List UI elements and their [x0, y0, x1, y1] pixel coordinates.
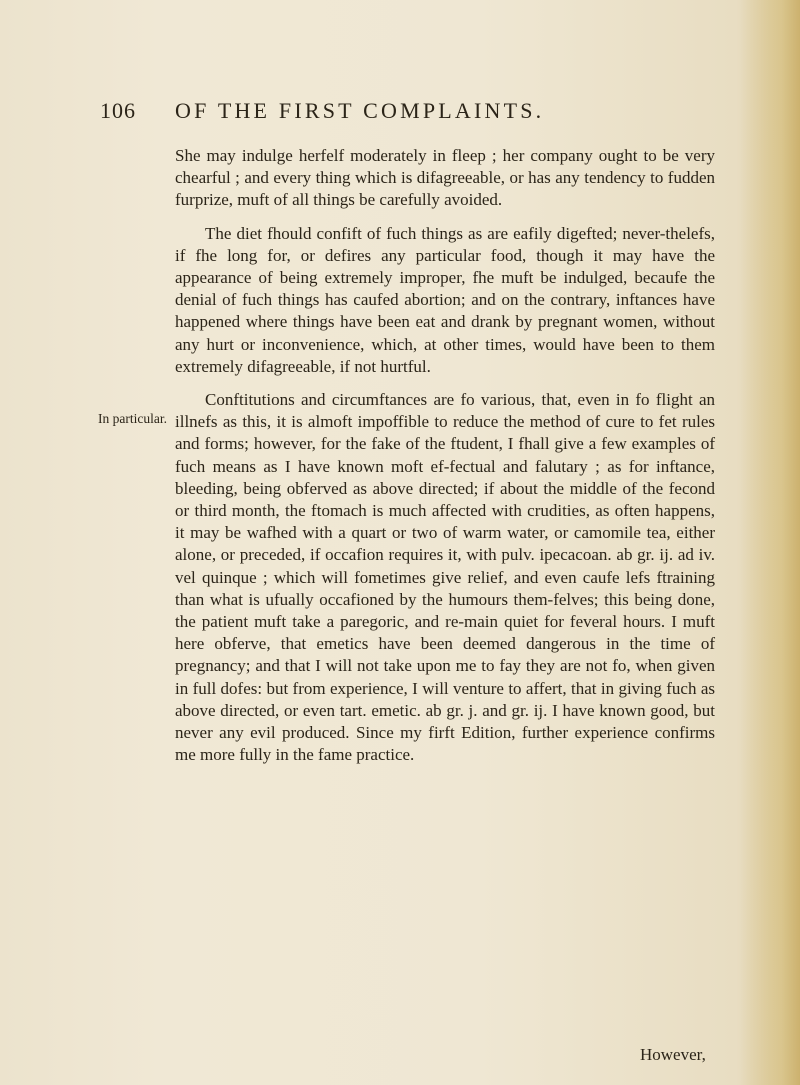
paragraph: The diet fhould confift of fuch things as are eafily digefted; never-thelefs, if fhe long for, or defires any particular food, though it may have the appearance of being extremely improper, fhe muft be indulged, becaufe the denial of fuch things has caufed abortion; and on the contrary, inftances have happened where things have been eat and drank by pregnant women, without any hurt or inconvenience, which, at other times, would have been to them extremely difagreeable, if not hurtful.: [175, 223, 715, 376]
body-text: [175, 145, 715, 766]
page-number: 106: [100, 98, 136, 123]
margin-note: In particular.: [98, 411, 167, 426]
page-edge-stain: [740, 0, 800, 1085]
catchword: However,: [640, 1045, 706, 1064]
paragraph: Conftitutions and circumftances are fo various, that, even in fo flight an illnefs as this, it is almoft impoffible to reduce the method of cure to fet rules and forms; however, for the fake of the ftudent, I fhall give a few examples of fuch means as I have known moft ef-fectual and falutary ; as for inftance, bleeding, being obferved as above directed; if about the middle of the fecond or third month, the ftomach is much affected with crudities, as often happens, it may be wafhed with a quart or two of warm water, or camomile tea, either alone, or preceded, if occafion requires it, with pulv. ipecacoan. ab gr. ij. ad iv. vel quinque ; which will fometimes give relief, and even caufe lefs ftraining than what is ufually occafioned by the humours them-felves; this being done, the patient muft take a paregoric, and re-main quiet for feveral hours. I muft here obferve, that emetics have been deemed dangerous in the time of pregnancy; and that I will not take upon me to fay they are not fo, when given in full dofes: but from experience, I will venture to affert, that in giving fuch as above directed, or even tart. emetic. ab gr. j. and gr. ij. I have known good, but never any evil produced. Since my firft Edition, further experience confirms me more fully in the fame practice.: [175, 390, 715, 765]
paragraph: She may indulge herfelf moderately in fleep ; her company ought to be very chearful ; and every thing which is difagreeable, or has any tendency to fudden furprize, muft of all things be carefully avoided.: [175, 146, 715, 210]
running-head: OF THE FIRST COMPLAINTS.: [175, 98, 545, 123]
